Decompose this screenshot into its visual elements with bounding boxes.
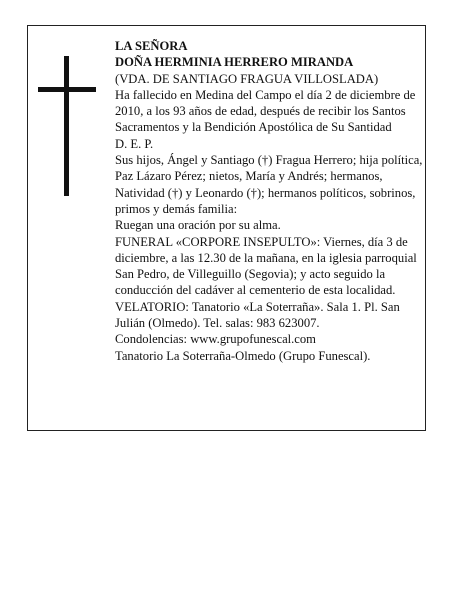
prayer-request: Ruegan una oración por su alma. bbox=[115, 218, 281, 233]
funeral-details: FUNERAL «CORPORE INSEPULTO»: Viernes, día 3 de diciembre, a las 12.30 de la mañana, en la iglesia parroquial San Pedro, de Villeguillo (Segovia); y acto seguido la conducción del cadáver al cementerio de esta localidad. bbox=[115, 234, 417, 298]
velatorio-details: VELATORIO: Tanatorio «La Soterraña». Sala 1. Pl. San Julián (Olmedo). Tel. salas: 983 623007. bbox=[115, 299, 400, 331]
cross-icon bbox=[38, 56, 96, 196]
deceased-name: DOÑA HERMINIA HERRERO MIRANDA bbox=[115, 55, 354, 70]
funeral-home-line: Tanatorio La Soterraña-Olmedo (Grupo Funescal). bbox=[115, 348, 371, 363]
cross-vertical-bar bbox=[64, 56, 69, 196]
notice-text bbox=[115, 38, 426, 364]
cross-horizontal-bar bbox=[38, 87, 96, 92]
death-statement: Ha fallecido en Medina del Campo el día 2 de diciembre de 2010, a los 93 años de edad, después de recibir los Santos Sacramentos y la Bendición Apostólica de Su Santidad bbox=[115, 87, 416, 135]
title-line: LA SEÑORA bbox=[115, 39, 188, 53]
condolences-line: Condolencias: www.grupofunescal.com bbox=[115, 332, 316, 347]
widow-line: (VDA. DE SANTIAGO FRAGUA VILLOSLADA) bbox=[115, 71, 379, 86]
dep-line: D. E. P. bbox=[115, 136, 154, 151]
family-list: Sus hijos, Ángel y Santiago (†) Fragua Herrero; hija política, Paz Lázaro Pérez; nietos, María y Andrés; hermanos, Natividad (†) y Leonardo (†); hermanos políticos, sobrinos, primos y demás familia: bbox=[115, 153, 423, 216]
